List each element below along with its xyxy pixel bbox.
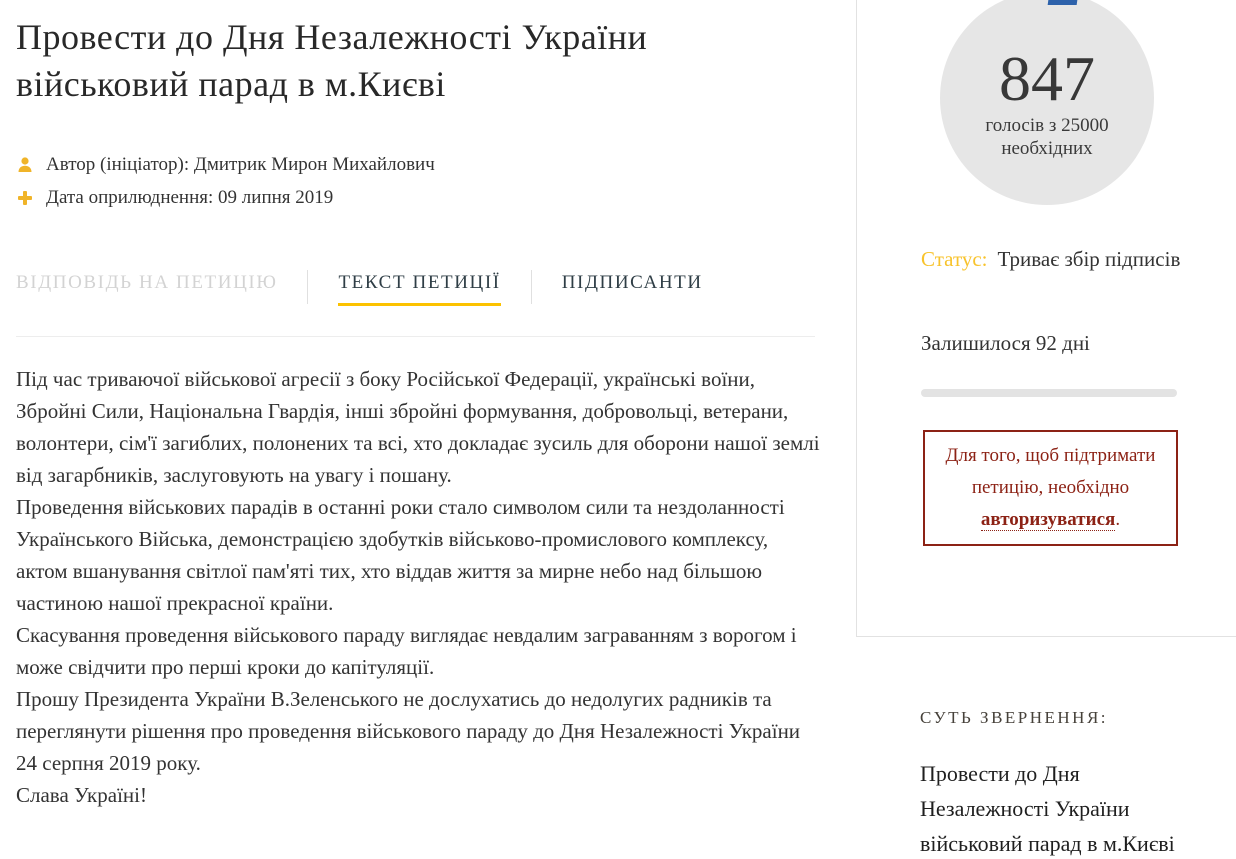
status-label: Статус: (921, 247, 988, 271)
authorize-link[interactable]: авторизуватися (980, 509, 1116, 530)
days-remaining: Залишилося 92 дні (921, 331, 1090, 355)
tab-signers[interactable]: ПІДПИСАНТИ (561, 272, 703, 293)
plus-icon (16, 189, 34, 207)
petition-paragraph: Скасування проведення військового параду виглядає невдалим заграванням з ворогом і може свідчити про перші кроки до капітуляції. (16, 623, 797, 679)
author-row (16, 152, 435, 178)
author-text: Автор (ініціатор): Дмитрик Мирон Михайлович (46, 154, 435, 175)
essence-section (920, 708, 1210, 859)
votes-count: 847 (999, 43, 1095, 114)
flag-icon (1048, 0, 1078, 5)
essence-text: Провести до Дня Незалежності України військовий парад в м.Києві (920, 761, 1175, 856)
tab-petition-text[interactable]: ТЕКСТ ПЕТИЦІЇ (338, 272, 500, 306)
petition-tabs (16, 272, 703, 306)
petition-paragraph: Під час триваючої військової агресії з боку Російської Федерації, українські воїни, Збройні Сили, Національна Гвардія, інші збройні формування, добровольці, ветерани, волонтери, сім'ї загиблих, полонених та всі, хто докладає зусиль для оборони нашої землі від загарбників, заслуговують на увагу і пошану. (16, 367, 820, 487)
tabs-divider (16, 336, 815, 337)
auth-required-notice (923, 430, 1178, 546)
auth-notice-suffix: . (1115, 509, 1121, 530)
auth-notice-text: Для того, щоб підтримати петицію, необхідно (945, 445, 1156, 498)
status-block (921, 243, 1183, 276)
signatures-progress-bar (921, 389, 1177, 397)
votes-caption-line2: необхідних (1001, 138, 1093, 159)
petition-body (16, 363, 821, 811)
page-title: Провести до Дня Незалежності України військовий парад в м.Києві (16, 17, 648, 104)
tab-separator (531, 270, 532, 304)
petition-paragraph: Проведення військових парадів в останні роки стало символом сили та нездоланності Українського Війська, демонстрацією здобутків військово-промислового комплексу, актом вшанування світлої пам'яті тих, хто віддав життя за мирне небо над більшою частиною нашої прекрасної країни. (16, 495, 785, 615)
petition-meta (16, 152, 435, 218)
votes-caption (985, 114, 1108, 160)
essence-heading: СУТЬ ЗВЕРНЕННЯ: (920, 708, 1109, 727)
votes-counter-circle (940, 0, 1154, 205)
petition-paragraph: Прошу Президента України В.Зеленського не дослухатись до недолугих радників та переглянути рішення про проведення військового параду до Дня Незалежності України 24 серпня 2019 року. (16, 687, 801, 775)
publish-date-text: Дата оприлюднення: 09 липня 2019 (46, 187, 334, 208)
votes-sidebar-card (856, 0, 1236, 637)
tab-separator (307, 270, 308, 304)
publish-date-row (16, 185, 435, 211)
main-column (16, 0, 820, 807)
votes-caption-line1: голосів з 25000 (985, 115, 1109, 136)
tab-response[interactable]: ВІДПОВІДЬ НА ПЕТИЦІЮ (16, 272, 278, 293)
petition-paragraph: Слава Україні! (16, 783, 147, 807)
author-person-icon (16, 156, 34, 174)
status-value: Триває збір підписів (997, 247, 1181, 271)
